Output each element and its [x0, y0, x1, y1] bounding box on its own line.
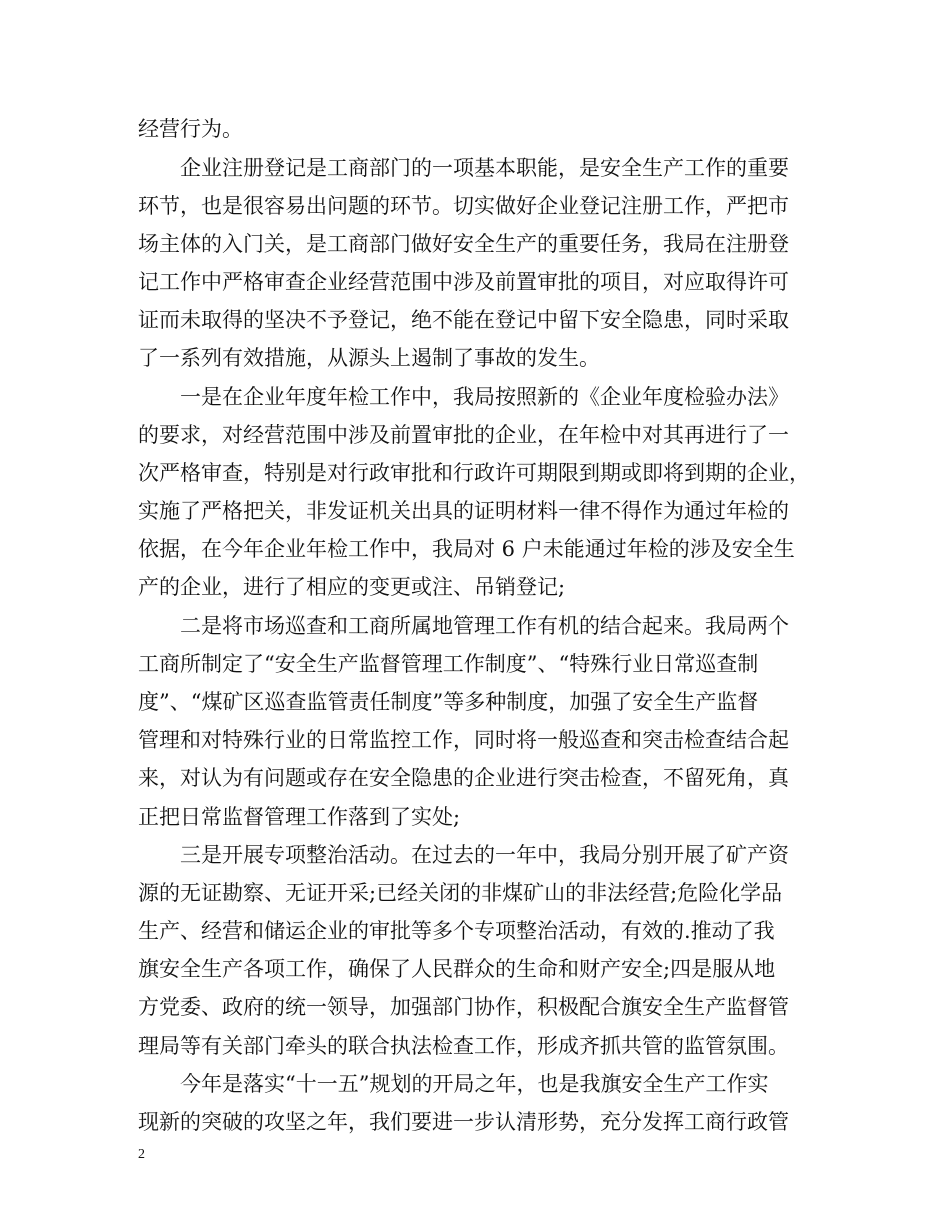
- text-line: 正把日常监督管理工作落到了实处;: [138, 805, 461, 829]
- text-line: 旗安全生产各项工作，确保了人民群众的生命和财产安全;四是服从地: [138, 957, 776, 981]
- text-line: 产的企业，进行了相应的变更或注、吊销登记;: [138, 575, 566, 599]
- text-line: 了一系列有效措施，从源头上遏制了事故的发生。: [138, 346, 600, 370]
- text-line: 现新的突破的攻坚之年，我们要进一步认清形势，充分发挥工商行政管: [138, 1110, 789, 1134]
- text-line: 度”、“煤矿区巡查监管责任制度”等多种制度，加强了安全生产监督: [138, 690, 759, 714]
- text-line: 管理和对特殊行业的日常监控工作，同时将一般巡查和突击检查结合起: [138, 728, 789, 752]
- text-line: 工商所制定了“安全生产监督管理工作制度”、“特殊行业日常巡查制: [138, 652, 759, 676]
- text-line: 方党委、政府的统一领导，加强部门协作，积极配合旗安全生产监督管: [138, 995, 789, 1019]
- text-line: 源的无证勘察、无证开采;已经关闭的非煤矿山的非法经营;危险化学品: [138, 881, 783, 905]
- text-line: 的要求，对经营范围中涉及前置审批的企业，在年检中对其再进行了一: [138, 423, 789, 447]
- text-line: 理局等有关部门牵头的联合执法检查工作，形成齐抓共管的监管氛围。: [138, 1034, 789, 1058]
- text-line: 实施了严格把关，非发证机关出具的证明材料一律不得作为通过年检的: [138, 499, 789, 523]
- text-line: 环节，也是很容易出问题的环节。切实做好企业登记注册工作，严把市: [138, 194, 789, 218]
- paragraph-line: 一是在企业年度年检工作中，我局按照新的《企业年度检验办法》: [180, 385, 789, 409]
- paragraph-line: 二是将市场巡查和工商所属地管理工作有机的结合起来。我局两个: [180, 614, 789, 638]
- text-line: 次严格审查，特别是对行政审批和行政许可期限到期或即将到期的企业，: [138, 461, 810, 485]
- paragraph-line: 三是开展专项整治活动。在过去的一年中，我局分别开展了矿产资: [180, 843, 789, 867]
- text-line: 经营行为。: [138, 117, 243, 141]
- paragraph-line: 今年是落实“十一五”规划的开局之年，也是我旗安全生产工作实: [180, 1072, 769, 1096]
- text-line: 记工作中严格审查企业经营范围中涉及前置审批的项目，对应取得许可: [138, 270, 789, 294]
- text-line: 生产、经营和储运企业的审批等多个专项整治活动，有效的.推动了我: [138, 919, 775, 943]
- text-line: 来，对认为有问题或存在安全隐患的企业进行突击检查，不留死角，真: [138, 766, 789, 790]
- text-line: 场主体的入门关，是工商部门做好安全生产的重要任务，我局在注册登: [138, 232, 789, 256]
- text-line: 证而未取得的坚决不予登记，绝不能在登记中留下安全隐患，同时采取: [138, 308, 789, 332]
- page-number: 2: [138, 1147, 145, 1162]
- text-line: 依据，在今年企业年检工作中，我局对 6 户未能通过年检的涉及安全生: [138, 537, 795, 561]
- paragraph-line: 企业注册登记是工商部门的一项基本职能，是安全生产工作的重要: [180, 156, 789, 180]
